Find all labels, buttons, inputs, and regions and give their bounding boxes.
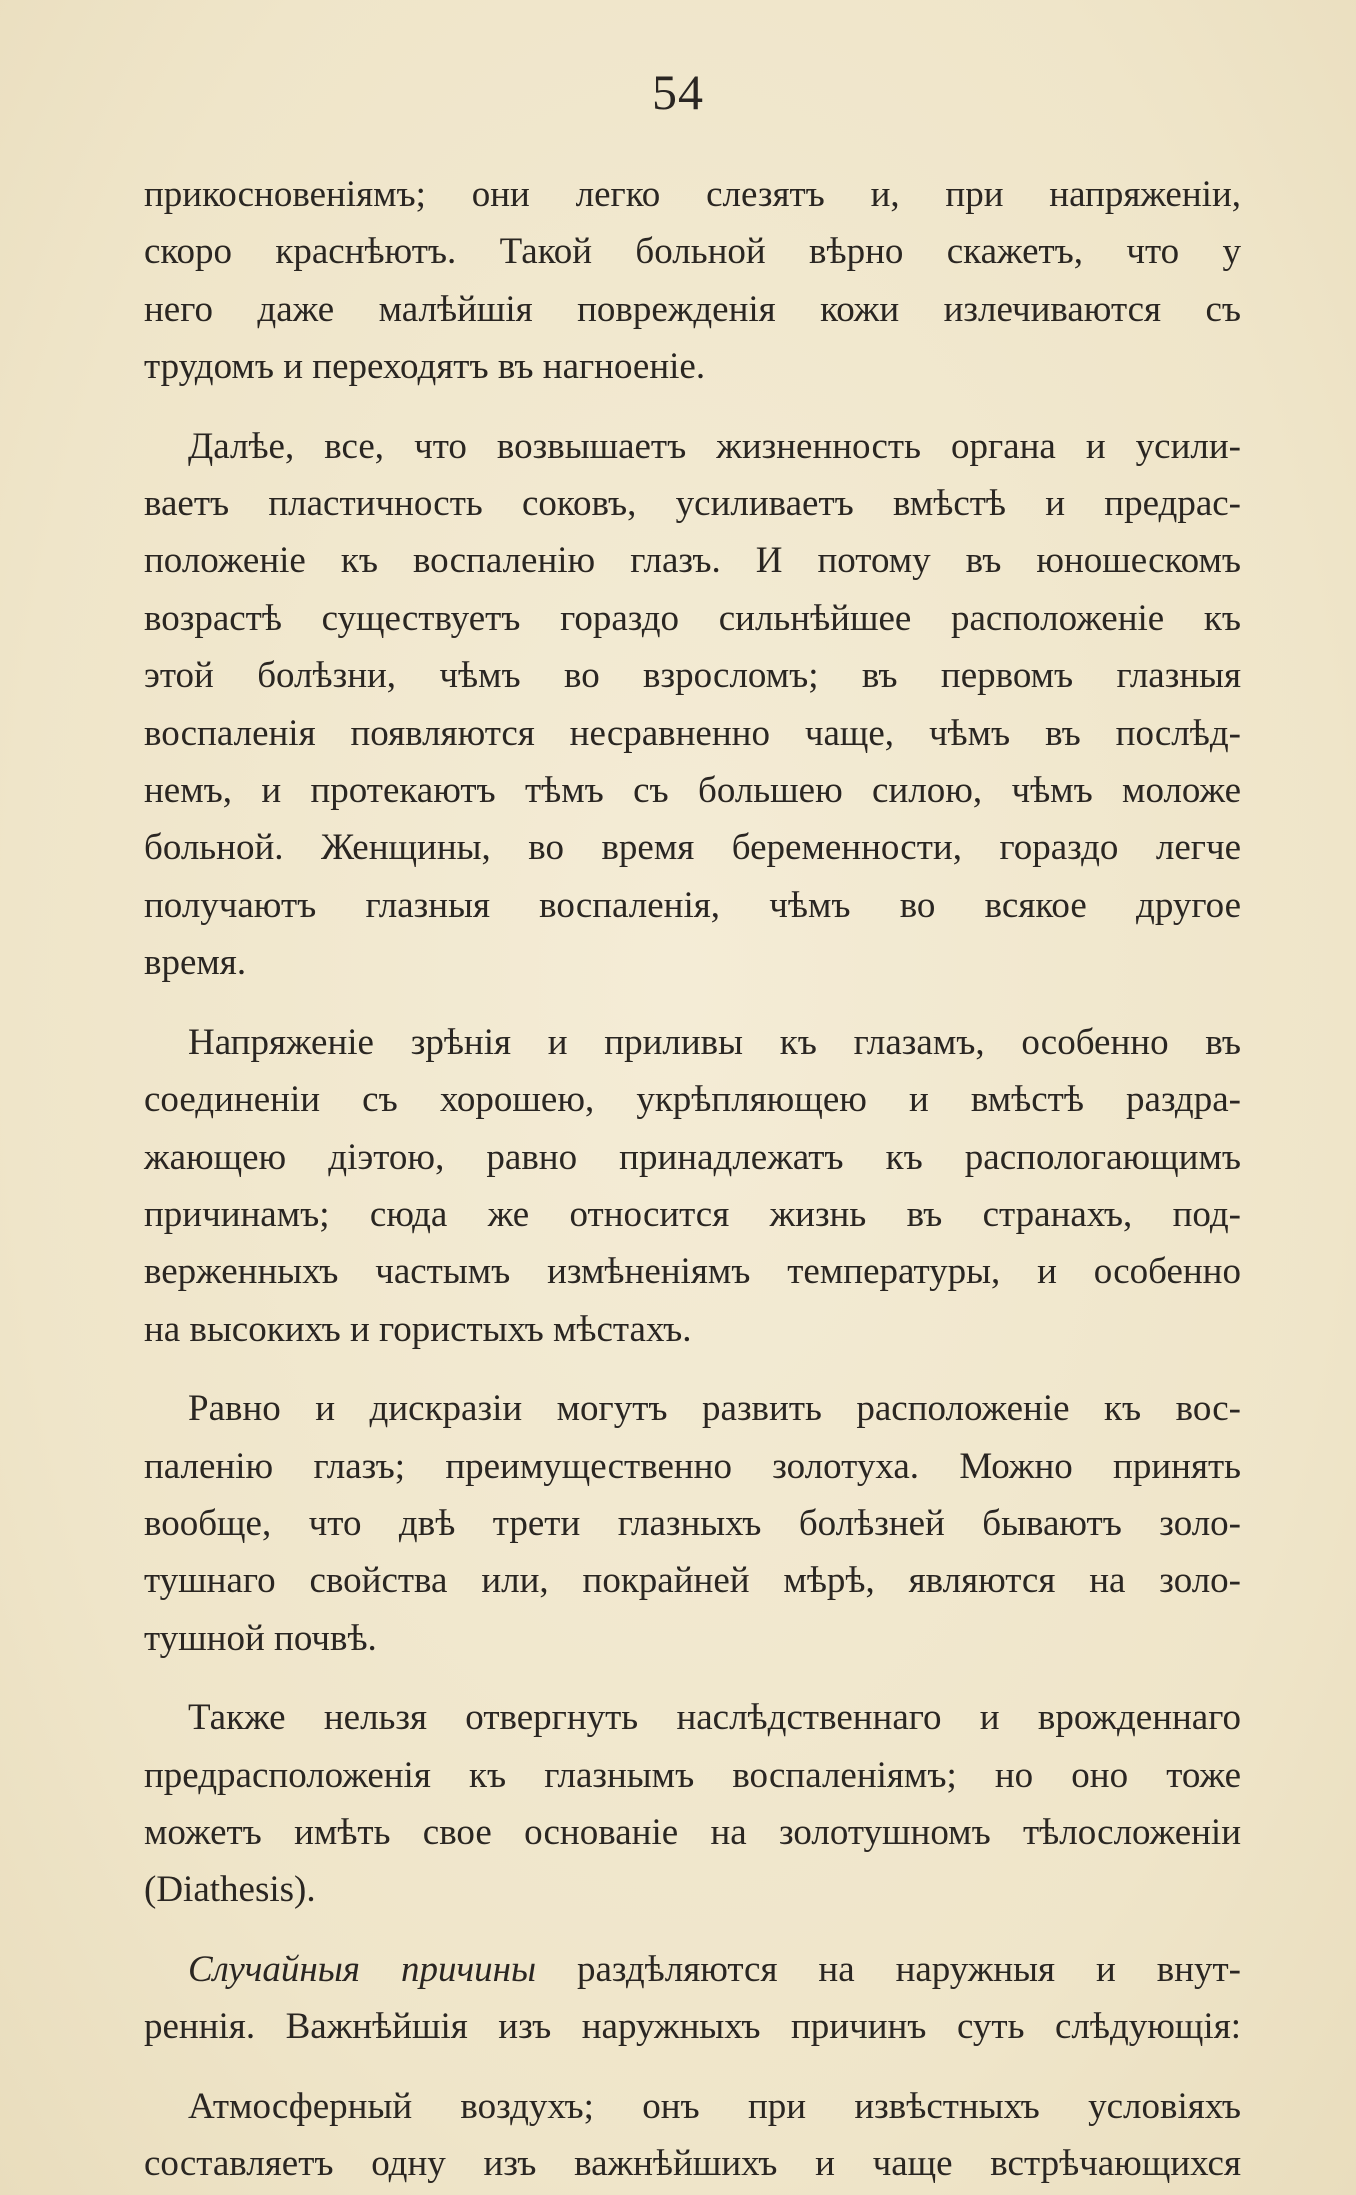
text-run: раздѣляются на наружныя и внут- [536,1948,1242,1990]
text-line: положенiе къ воспаленiю глазъ. И потому въ юношескомъ [144,540,1241,582]
text-line: больной. Женщины, во время беременности, гораздо легче [144,827,1241,869]
text-line: Атмосферный воздухъ; онъ при извѣстныхъ условiяхъ [188,2085,1241,2127]
text-line: тушной почвѣ. [144,1617,377,1659]
text-line: Равно и дискразiи могутъ развить расположенiе къ вос- [188,1388,1241,1430]
text-line: причинамъ; сюда же относится жизнь въ странахъ, под- [144,1193,1241,1235]
paragraph [144,1941,1241,2056]
body-text [144,166,1241,2192]
text-line: прикосновенiямъ; они легко слезятъ и, при напряженiи, [144,174,1241,215]
text-line: Напряженiе зрѣнiя и приливы къ глазамъ, особенно въ [188,1021,1241,1063]
page-number: 54 [652,64,704,120]
paragraph [144,166,1241,396]
paragraph [144,1380,1241,1667]
text-line: можетъ имѣть свое основанiе на золотушномъ тѣлосложенiи [144,1811,1241,1853]
paragraph [144,1689,1241,1919]
text-line: предрасположенiя къ глазнымъ воспаленiямъ; но оно тоже [144,1754,1241,1796]
text-line: на высокихъ и гористыхъ мѣстахъ. [144,1308,692,1350]
text-line: жающею дiэтою, равно принадлежатъ къ распологающимъ [144,1136,1241,1178]
text-line: ваетъ пластичность соковъ, усиливаетъ вмѣстѣ и предрас- [144,483,1241,525]
text-line: получаютъ глазныя воспаленiя, чѣмъ во всякое другое [144,884,1241,926]
text-line: тушнаго свойства или, покрайней мѣрѣ, являются на золо- [144,1560,1241,1602]
text-line: Далѣе, все, что возвышаетъ жизненность органа и усили- [188,425,1241,467]
text-line: верженныхъ частымъ измѣненiямъ температуры, и особенно [144,1251,1241,1293]
text-line: воспаленiя появляются несравненно чаще, чѣмъ въ послѣд- [144,712,1241,754]
text-line [144,1941,1241,1998]
paragraph [144,1014,1241,1358]
text-line: немъ, и протекаютъ тѣмъ съ большею силою, чѣмъ моложе [144,770,1241,812]
text-line: реннiя. Важнѣйшiя изъ наружныхъ причинъ суть слѣдующiя: [144,2006,1241,2048]
text-line: этой болѣзни, чѣмъ во взросломъ; въ первомъ глазныя [144,655,1241,697]
text-line: возрастѣ существуетъ гораздо сильнѣйшее расположенiе къ [144,597,1241,639]
text-line: Также нельзя отвергнуть наслѣдственнаго и врожденнаго [188,1697,1241,1739]
text-line: составляетъ одну изъ важнѣйшихъ и чаще встрѣчающихся [144,2143,1241,2184]
italic-term: Случайныя причины [188,1948,537,1990]
text-line: (Diathesis). [144,1869,316,1911]
text-line: паленiю глазъ; преимущественно золотуха. Можно принять [144,1445,1241,1487]
text-line: вообще, что двѣ трети глазныхъ болѣзней бываютъ золо- [144,1502,1241,1544]
text-line: трудомъ и переходятъ въ нагноенiе. [144,346,706,388]
paragraph [144,2078,1241,2193]
paragraph [144,418,1241,992]
text-line: скоро краснѣютъ. Такой больной вѣрно скажетъ, что у [144,231,1241,273]
text-line: соединенiи съ хорошею, укрѣпляющею и вмѣстѣ раздра- [144,1079,1241,1121]
text-line: время. [144,942,247,984]
text-line: него даже малѣйшiя поврежденiя кожи излечиваются съ [144,288,1241,330]
